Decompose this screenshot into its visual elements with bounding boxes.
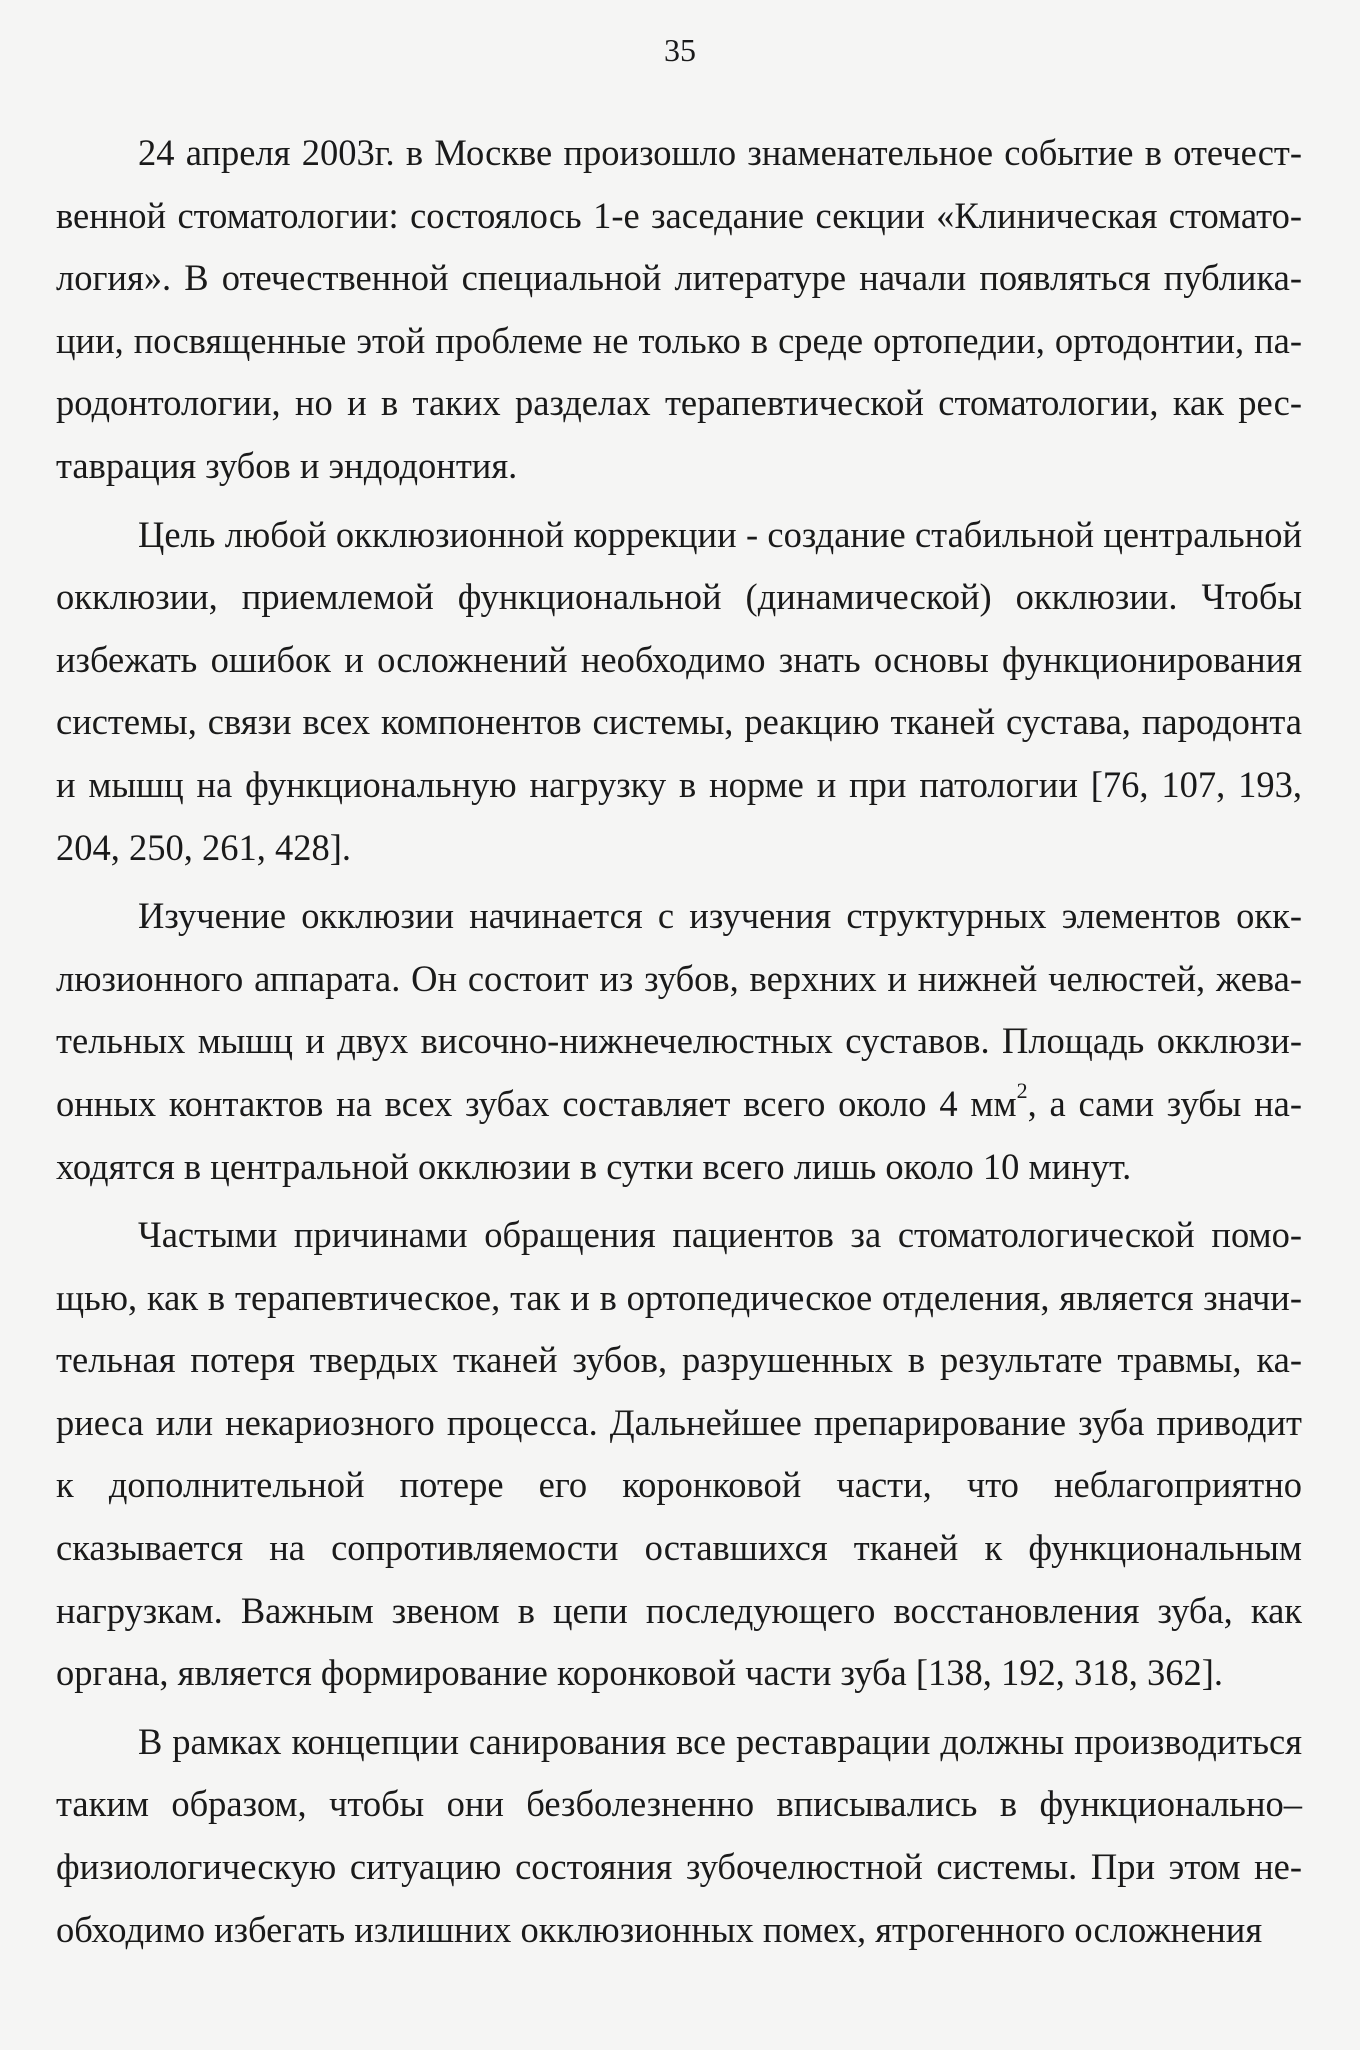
paragraph-text-after: , а сами зубы находятся в центральной окклюзии в сутки всего лишь около 10 минут.	[56, 1082, 1302, 1187]
paragraph-sanitation-concept: В рамках концепции санирования все реставрации должны производиться таким образом, чтобы они безболезненно вписывались в функционально–физиологическую ситуацию состояния зубочелюстной системы. При этом необходимо избегать излишних окклюзионных помех, ятрогенного осложнения	[56, 1720, 1302, 1950]
body-text	[56, 122, 1302, 1967]
paragraph-occlusion-study	[56, 885, 1302, 1198]
paragraph-hard-tissue-loss: Частыми причинами обращения пациентов за стоматологической помощью, как в терапевтическое, так и в ортопедическое отделения, является значительная потеря твердых тканей зубов, разрушенных в результате травмы, кариеса или некариозного процесса. Дальнейшее препарирование зуба приводит к дополнительной потере его коронковой части, что неблагоприятно сказывается на сопротивляемости оставшихся тканей к функциональным нагрузкам. Важным звеном в цепи последующего восстановления зуба, как органа, является формирование коронковой части зуба [138, 192, 318, 362].	[56, 1214, 1302, 1694]
paragraph-moscow-meeting: 24 апреля 2003г. в Москве произошло знаменательное событие в отечественной стоматологии: состоялось 1-е заседание секции «Клиническая стоматология». В отечественной специальной литературе начали появляться публикации, посвященные этой проблеме не только в среде ортопедии, ортодонтии, пародонтологии, но и в таких разделах терапевтической стоматологии, как реставрация зубов и эндодонтия.	[56, 132, 1302, 486]
paragraph-occlusal-correction-goal: Цель любой окклюзионной коррекции - создание стабильной центральной окклюзии, приемлемой функциональной (динамической) окклюзии. Чтобы избежать ошибок и осложнений необходимо знать основы функционирования системы, связи всех компонентов системы, реакцию тканей сустава, пародонта и мышц на функциональную нагрузку в норме и при патологии [76, 107, 193, 204, 250, 261, 428].	[56, 513, 1302, 868]
page-number: 35	[664, 32, 696, 68]
superscript: 2	[1016, 1077, 1028, 1103]
paragraph-text-before: Изучение окклюзии начинается с изучения структурных элементов окклюзионного аппарата. Он состоит из зубов, верхних и нижней челюстей, жевательных мышц и двух височно-нижнечелюстных суставов. Площадь окклюзионных контактов на всех зубах составляет всего около 4 мм	[56, 895, 1302, 1124]
